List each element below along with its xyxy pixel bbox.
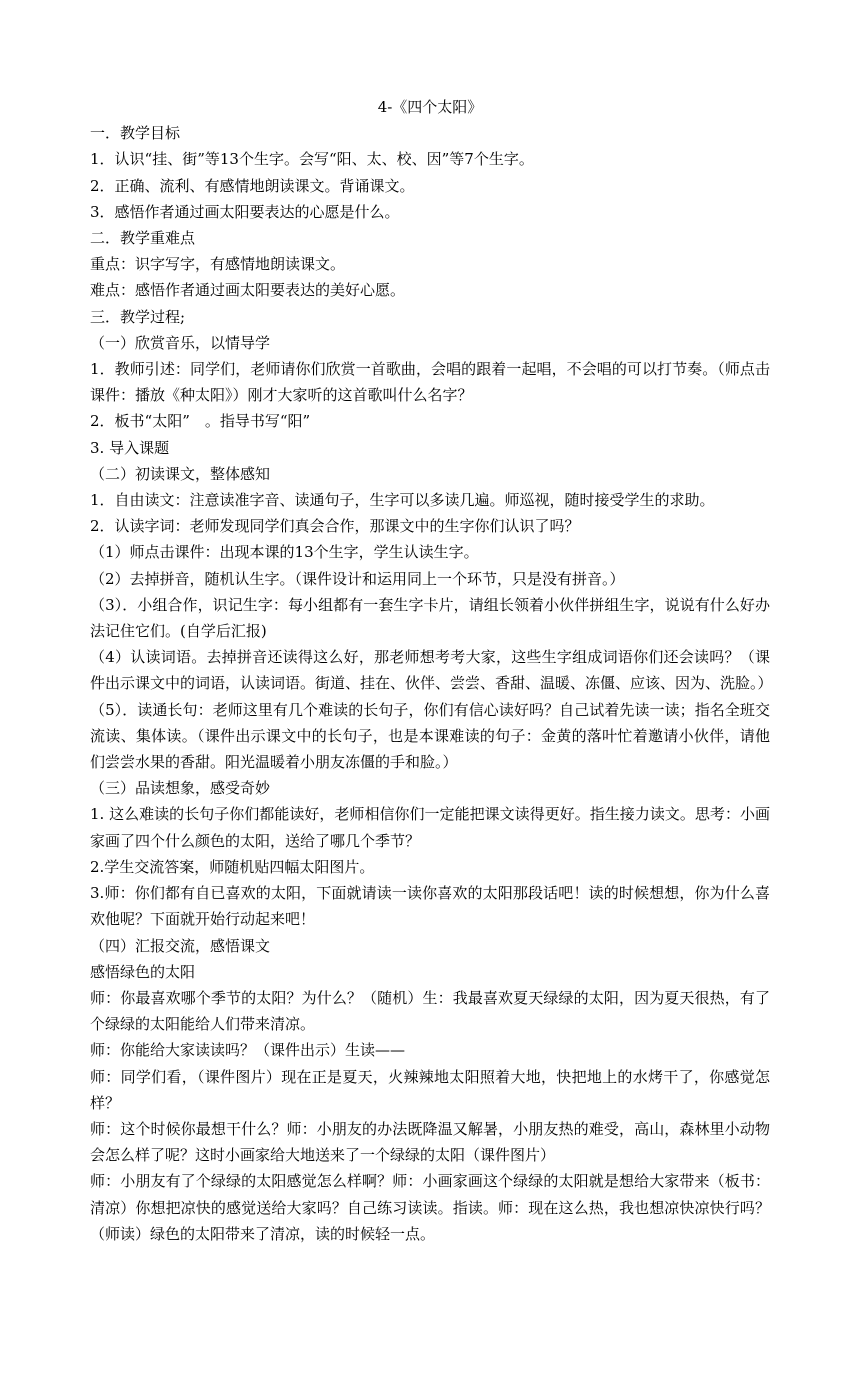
goal-item: 1．认识“挂、街”等13个生字。会写“阳、太、校、因”等7个生字。 xyxy=(90,150,534,169)
subsection-heading: （四）汇报交流，感悟课文 xyxy=(90,936,271,955)
document-title: 4-《四个太阳》 xyxy=(377,98,483,116)
body-paragraph: 2．认读字词：老师发现同学们真会合作，那课文中的生字你们认识了吗？ xyxy=(90,517,580,536)
subsection-heading: （一）欣赏音乐，以情导学 xyxy=(90,333,271,352)
dialogue-paragraph: 师：同学们看，（课件图片）现在正是夏天，火辣辣地太阳照着大地，快把地上的水烤干了，你感觉怎样？ xyxy=(90,1067,770,1112)
body-paragraph: 1．自由读文：注意读准字音、读通句子，生字可以多读几遍。师巡视，随时接受学生的求助。 xyxy=(90,491,715,510)
section-heading-key-points: 二．教学重难点 xyxy=(90,229,196,248)
goal-item: 3．感悟作者通过画太阳要表达的心愿是什么。 xyxy=(90,202,400,221)
key-point: 重点：识字写字，有感情地朗读课文。 xyxy=(90,255,346,274)
dialogue-paragraph: 师：你能给大家读读吗？（课件出示）生读—— xyxy=(90,1041,406,1060)
topic-heading: 感悟绿色的太阳 xyxy=(90,962,196,981)
body-paragraph: （2）去掉拼音，随机认生字。（课件设计和运用同上一个环节，只是没有拼音。） xyxy=(90,569,625,588)
body-paragraph: （4）认读词语。去掉拼音还读得这么好，那老师想考考大家，这些生字组成词语你们还会读吗？（课件出示课文中的词语，认读词语。街道、挂在、伙伴、尝尝、香甜、温暖、冻僵、应该、因为、洗脸。） xyxy=(90,648,773,693)
body-paragraph: 1. 这么难读的长句子你们都能读好，老师相信你们一定能把课文读得更好。指生接力读文。思考：小画家画了四个什么颜色的太阳，送给了哪几个季节？ xyxy=(90,805,770,850)
body-paragraph: 2．板书“太阳” 。指导书写“阳” xyxy=(90,412,311,431)
body-paragraph: 1．教师引述：同学们，老师请你们欣赏一首歌曲，会唱的跟着一起唱，不会唱的可以打节奏。（师点击课件：播放《种太阳》）刚才大家听的这首歌叫什么名字？ xyxy=(90,360,770,405)
lesson-plan-document xyxy=(90,94,773,1247)
dialogue-paragraph: 师：这个时候你最想干什么？师：小朋友的办法既降温又解暑，小朋友热的难受，高山，森林里小动物会怎么样了呢？这时小画家给大地送来了一个绿绿的太阳（课件图片） xyxy=(90,1119,770,1165)
goal-item: 2．正确、流利、有感情地朗读课文。背诵课文。 xyxy=(90,176,415,195)
subsection-heading: （二）初读课文，整体感知 xyxy=(90,464,271,483)
body-paragraph: （3）．小组合作，识记生字：每小组都有一套生字卡片，请组长领着小伙伴拼组生字，说说有什么好办法记住它们。(自学后汇报) xyxy=(90,595,770,641)
body-paragraph: （1）师点击课件：出现本课的13个生字，学生认读生字。 xyxy=(90,543,479,562)
subsection-heading: （三）品读想象，感受奇妙 xyxy=(90,779,271,798)
section-heading-goals: 一．教学目标 xyxy=(90,124,181,143)
difficult-point: 难点：感悟作者通过画太阳要表达的美好心愿。 xyxy=(90,281,406,300)
dialogue-paragraph: 师：你最喜欢哪个季节的太阳？为什么？（随机）生：我最喜欢夏天绿绿的太阳，因为夏天很热，有了个绿绿的太阳能给人们带来清凉。 xyxy=(90,988,770,1034)
section-heading-process: 三．教学过程; xyxy=(90,307,186,326)
body-paragraph: 3.师：你们都有自已喜欢的太阳，下面就请读一读你喜欢的太阳那段话吧！读的时候想想，你为什么喜欢他呢？下面就开始行动起来吧！ xyxy=(90,884,770,929)
body-paragraph: 3. 导入课题 xyxy=(90,438,170,457)
dialogue-paragraph: 师：小朋友有了个绿绿的太阳感觉怎么样啊？师：小画家画这个绿绿的太阳就是想给大家带来（板书：清凉）你想把凉快的感觉送给大家吗？自己练习读读。指读。师：现在这么热，我也想凉快凉快行吗？（师读）绿色的太阳带来了清凉，读的时候轻一点。 xyxy=(90,1172,770,1243)
body-paragraph: （5）．读通长句：老师这里有几个难读的长句子，你们有信心读好吗？自己试着先读一读；指名全班交流读、集体读。（课件出示课文中的长句子，也是本课难读的句子：金黄的落叶忙着邀请小伙伴，请他们尝尝水果的香甜。阳光温暖着小朋友冻僵的手和脸。） xyxy=(90,700,770,772)
body-paragraph: 2.学生交流答案，师随机贴四幅太阳图片。 xyxy=(90,857,375,876)
